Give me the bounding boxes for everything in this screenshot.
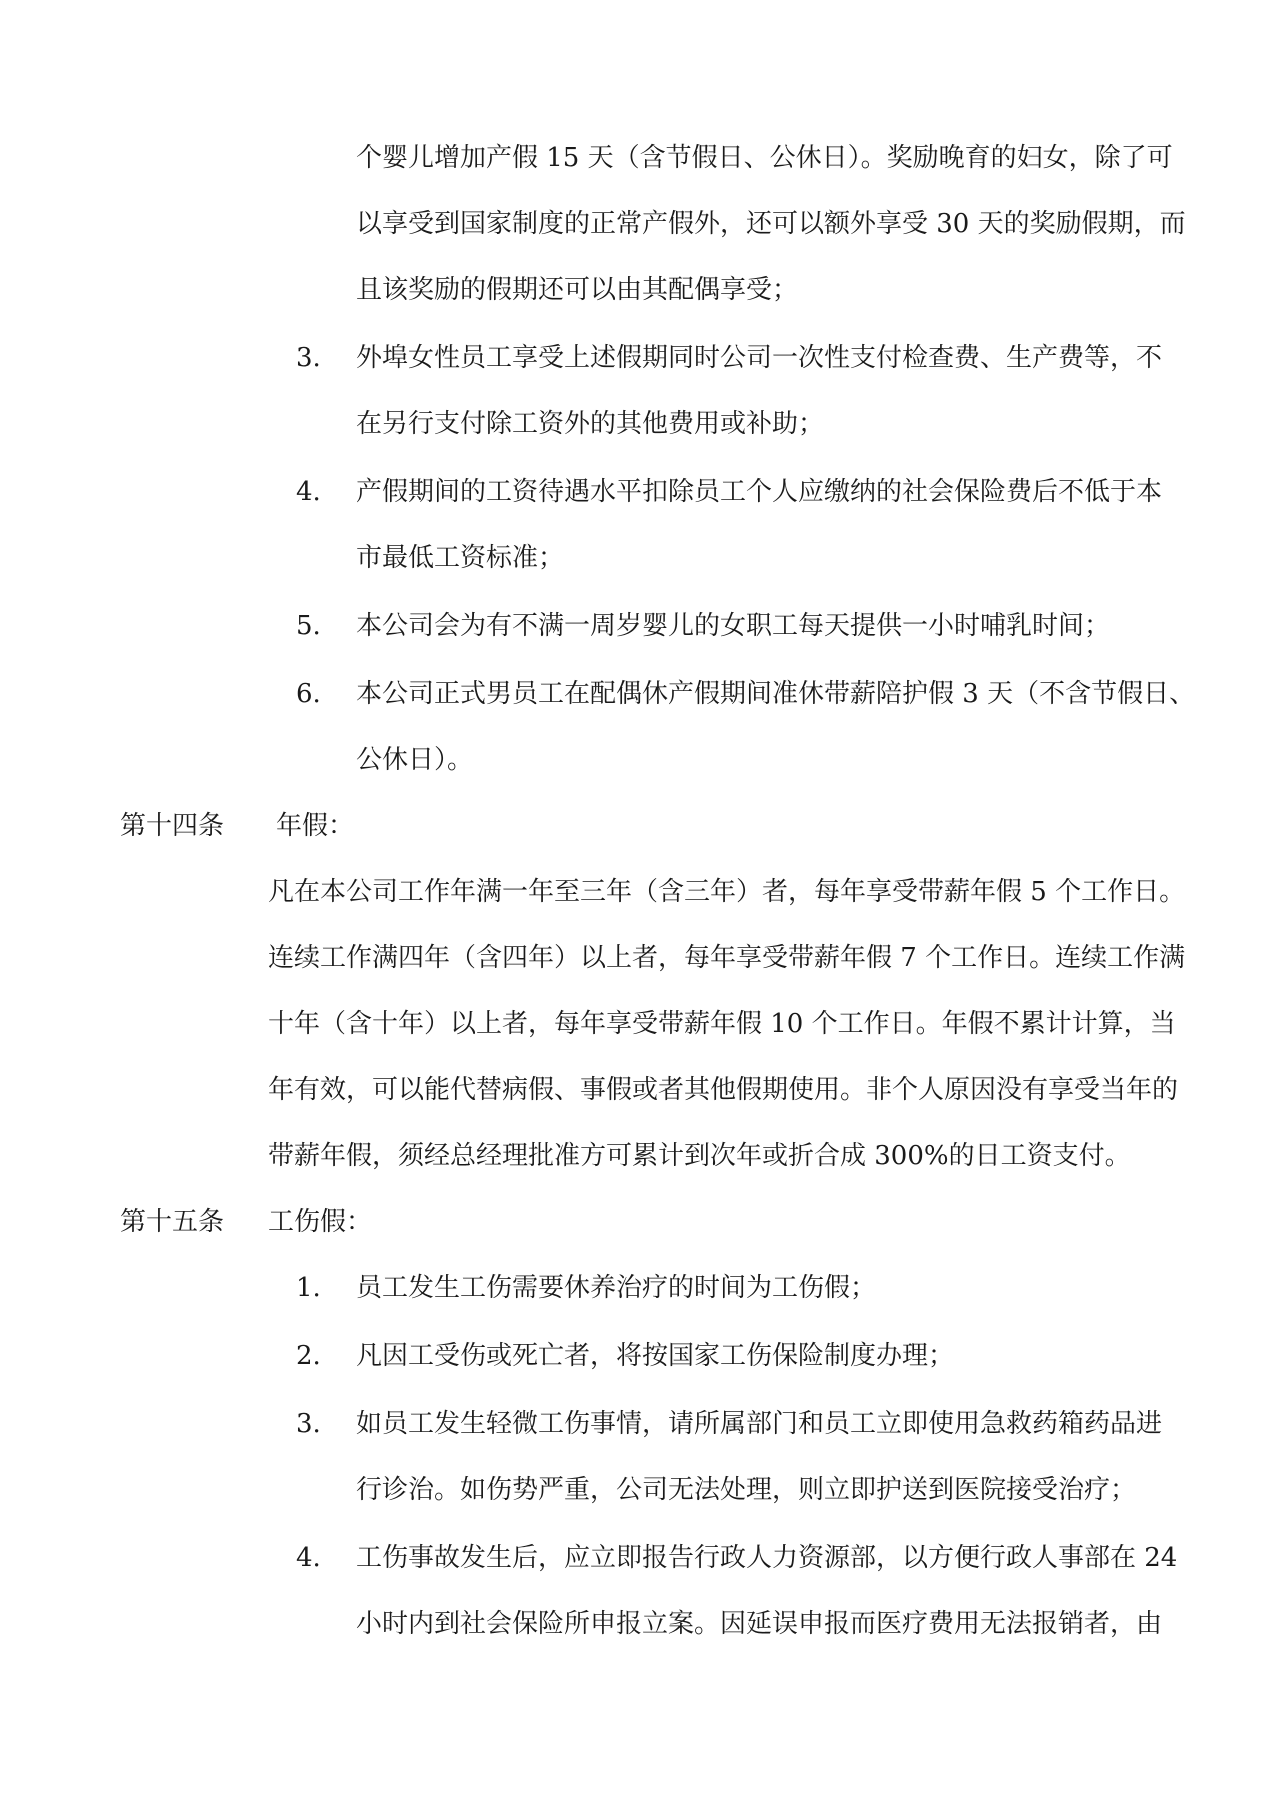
art15-item-4-number: 4. — [296, 1543, 321, 1573]
art15-item-3-number: 3. — [296, 1409, 321, 1439]
item-4-number: 4. — [296, 477, 321, 507]
article-14-line-2: 连续工作满四年（含四年）以上者，每年享受带薪年假 7 个工作日。连续工作满 — [268, 943, 1186, 973]
item-2-line-1: 个婴儿增加产假 15 天（含节假日、公休日）。奖励晚育的妇女，除了可 — [356, 143, 1173, 173]
article-14-line-3: 十年（含十年）以上者，每年享受带薪年假 10 个工作日。年假不累计计算，当 — [268, 1009, 1176, 1039]
item-5-line-1: 本公司会为有不满一周岁婴儿的女职工每天提供一小时哺乳时间； — [356, 611, 1111, 641]
art15-item-4-line-2: 小时内到社会保险所申报立案。因延误申报而医疗费用无法报销者，由 — [356, 1609, 1163, 1639]
article-14-line-1: 凡在本公司工作年满一年至三年（含三年）者，每年享受带薪年假 5 个工作日。 — [268, 877, 1186, 907]
article-15-label: 第十五条 — [120, 1207, 225, 1237]
art15-item-4-line-1: 工伤事故发生后，应立即报告行政人力资源部，以方便行政人事部在 24 — [356, 1543, 1178, 1573]
item-3-number: 3. — [296, 343, 321, 373]
item-3-line-2: 在另行支付除工资外的其他费用或补助； — [356, 409, 825, 439]
item-2-line-2: 以享受到国家制度的正常产假外，还可以额外享受 30 天的奖励假期，而 — [356, 209, 1186, 239]
item-2-line-3: 且该奖励的假期还可以由其配偶享受； — [356, 275, 799, 305]
art15-item-3-line-2: 行诊治。如伤势严重，公司无法处理，则立即护送到医院接受治疗； — [356, 1475, 1137, 1505]
item-5-number: 5. — [296, 611, 321, 641]
article-14-label: 第十四条 — [120, 811, 225, 841]
art15-item-2-line-1: 凡因工受伤或死亡者，将按国家工伤保险制度办理； — [356, 1341, 955, 1371]
art15-item-3-line-1: 如员工发生轻微工伤事情，请所属部门和员工立即使用急救药箱药品进 — [356, 1409, 1163, 1439]
item-3-line-1: 外埠女性员工享受上述假期同时公司一次性支付检查费、生产费等，不 — [356, 343, 1163, 373]
item-6-line-2: 公休日）。 — [356, 745, 474, 775]
item-4-line-2: 市最低工资标准； — [356, 543, 565, 573]
item-6-number: 6. — [296, 679, 321, 709]
article-14-line-5: 带薪年假，须经总经理批准方可累计到次年或折合成 300%的日工资支付。 — [268, 1141, 1131, 1171]
art15-item-1-line-1: 员工发生工伤需要休养治疗的时间为工伤假； — [356, 1273, 877, 1303]
article-14-title: 年假： — [276, 811, 355, 841]
art15-item-2-number: 2. — [296, 1341, 321, 1371]
article-15-title: 工伤假： — [268, 1207, 373, 1237]
item-4-line-1: 产假期间的工资待遇水平扣除员工个人应缴纳的社会保险费后不低于本 — [356, 477, 1163, 507]
art15-item-1-number: 1. — [296, 1273, 321, 1303]
item-6-line-1: 本公司正式男员工在配偶休产假期间准休带薪陪护假 3 天（不含节假日、 — [356, 679, 1196, 709]
article-14-line-4: 年有效，可以能代替病假、事假或者其他假期使用。非个人原因没有享受当年的 — [268, 1075, 1179, 1105]
